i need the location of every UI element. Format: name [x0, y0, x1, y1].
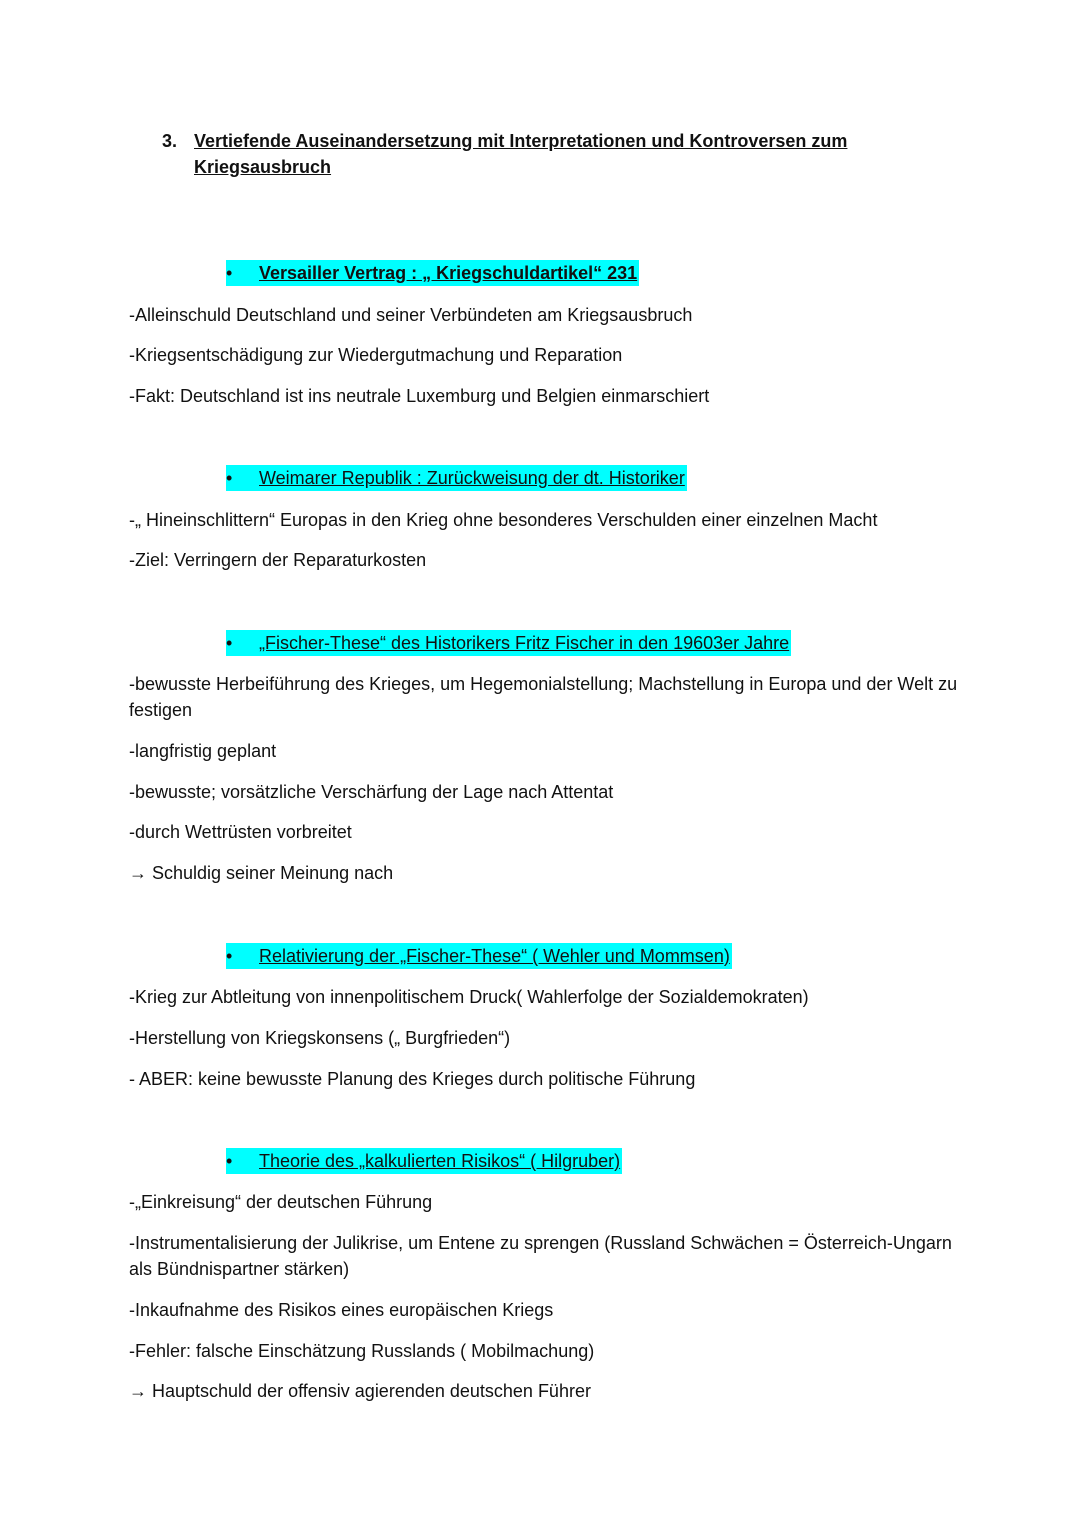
bullet-icon: •	[226, 633, 233, 653]
chapter-heading	[162, 128, 862, 180]
list-item: -Ziel: Verringern der Reparaturkosten	[129, 550, 427, 570]
list-item: -langfristig geplant	[129, 741, 277, 761]
list-item: -bewusste; vorsätzliche Verschärfung der Lage nach Attentat	[129, 782, 614, 802]
list-item: -Fakt: Deutschland ist ins neutrale Luxemburg und Belgien einmarschiert	[129, 386, 710, 406]
list-item: -„ Hineinschlittern“ Europas in den Krieg ohne besonderes Verschulden einer einzelnen Macht	[129, 510, 878, 530]
bullet-icon: •	[226, 263, 233, 283]
list-item: -bewusste Herbeiführung des Krieges, um Hegemonialstellung; Machstellung in Europa und der Welt zu festigen	[129, 674, 958, 720]
list-item: - ABER: keine bewusste Planung des Krieges durch politische Führung	[129, 1069, 696, 1089]
bullet-icon: •	[226, 468, 233, 488]
list-item: -„Einkreisung“ der deutschen Führung	[129, 1192, 433, 1212]
list-item: -durch Wettrüsten vorbreitet	[129, 822, 352, 842]
section-title-kalkuliertes-risiko: • Theorie des „kalkulierten Risikos“ ( Hilgruber)	[226, 1148, 622, 1174]
list-item: → Schuldig seiner Meinung nach	[129, 863, 394, 883]
list-item: -Inkaufnahme des Risikos eines europäischen Kriegs	[129, 1300, 554, 1320]
section-title-weimar: • Weimarer Republik : Zurückweisung der dt. Historiker	[226, 465, 687, 491]
section-title-relativierung: • Relativierung der „Fischer-These“ ( Wehler und Mommsen)	[226, 943, 732, 969]
chapter-title: Vertiefende Auseinandersetzung mit Interpretationen und Kontroversen zum Kriegsausbruch	[194, 131, 848, 177]
list-item: -Kriegsentschädigung zur Wiedergutmachung und Reparation	[129, 345, 623, 365]
list-item: -Alleinschuld Deutschland und seiner Verbündeten am Kriegsausbruch	[129, 305, 693, 325]
list-item: -Fehler: falsche Einschätzung Russlands ( Mobilmachung)	[129, 1341, 595, 1361]
list-item: -Herstellung von Kriegskonsens („ Burgfrieden“)	[129, 1028, 511, 1048]
list-item: → Hauptschuld der offensiv agierenden deutschen Führer	[129, 1381, 591, 1401]
bullet-icon: •	[226, 946, 233, 966]
list-item: -Instrumentalisierung der Julikrise, um Entene zu sprengen (Russland Schwächen = Österreich-Ungarn als Bündnispartner stärken)	[129, 1233, 952, 1279]
list-item: -Krieg zur Abtleitung von innenpolitischem Druck( Wahlerfolge der Sozialdemokraten)	[129, 987, 809, 1007]
section-title-fischer: • „Fischer-These“ des Historikers Fritz Fischer in den 19603er Jahre	[226, 630, 791, 656]
chapter-number: 3.	[162, 131, 178, 151]
bullet-icon: •	[226, 1151, 233, 1171]
section-title-versailles: • Versailler Vertrag : „ Kriegschuldartikel“ 231	[226, 260, 639, 286]
